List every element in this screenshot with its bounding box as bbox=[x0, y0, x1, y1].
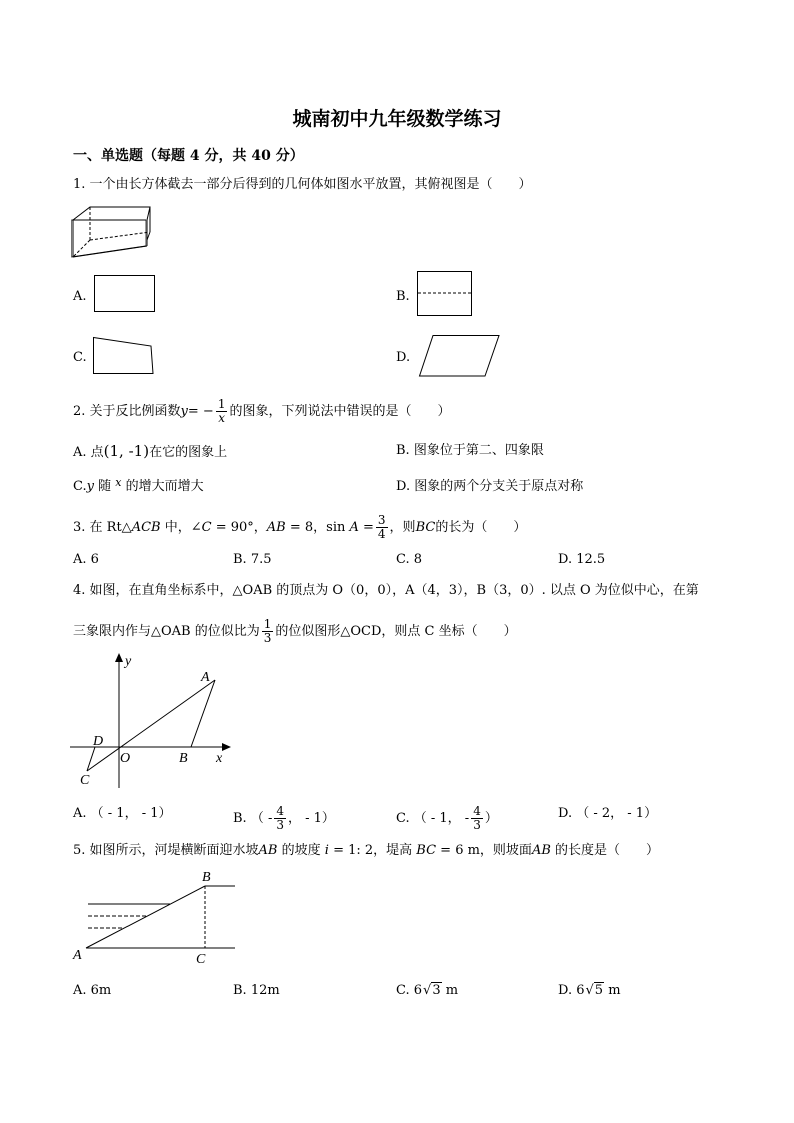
label-y: y bbox=[125, 654, 132, 669]
q4-option-b[interactable]: B. （ - $\frac{4}{3}$ ， - 1） bbox=[233, 804, 335, 832]
q1-option-c-label[interactable]: C. bbox=[73, 350, 87, 365]
label-b: B bbox=[179, 751, 188, 766]
q4-stem-line1: 4. 如图，在直角坐标系中，△OAB 的顶点为 O（0，0），A（4，3），B（3，0）. 以点 O 为位似中心，在第 bbox=[73, 583, 699, 598]
q5-stem: 5. 如图所示，河堤横断面迎水坡AB 的坡度 i = 1: 2，堤高 BC = 6 m，则坡面AB 的长度是（ ） bbox=[73, 843, 660, 858]
q5-embankment-figure bbox=[72, 870, 247, 965]
q5-option-b[interactable]: B. 12m bbox=[233, 983, 280, 998]
q2-option-d[interactable]: D. 图象的两个分支关于原点对称 bbox=[396, 479, 584, 494]
q5-option-a[interactable]: A. 6m bbox=[73, 983, 112, 998]
q1-option-a-figure[interactable] bbox=[94, 275, 156, 313]
x-axis-arrow bbox=[222, 743, 231, 751]
q4-option-c[interactable]: C. （ - 1， - $\frac{4}{3}$ ） bbox=[396, 804, 498, 832]
y-axis-arrow bbox=[115, 653, 123, 662]
label-c: C bbox=[196, 952, 206, 967]
q1-option-a-label[interactable]: A. bbox=[73, 289, 87, 304]
q4-option-a[interactable]: A. （ - 1， - 1） bbox=[73, 806, 172, 821]
q3-stem: 3. 在 Rt△ACB 中，∠C = 90°，AB = 8，sin A = $\frac{3}{4}$ ，则BC的长为（ ） bbox=[73, 513, 527, 541]
segment-ab bbox=[191, 680, 215, 747]
q1-stem: 1. 一个由长方体截去一部分后得到的几何体如图水平放置，其俯视图是（ ） bbox=[73, 177, 532, 192]
section-heading: 一、单选题（每题 4 分，共 40 分） bbox=[73, 148, 304, 164]
q3-option-a[interactable]: A. 6 bbox=[73, 552, 99, 567]
q2-stem: 2. 关于反比例函数y= − $\frac{1}{x}$ 的图象，下列说法中错误的是（ ） bbox=[73, 397, 451, 425]
q3-option-b[interactable]: B. 7.5 bbox=[233, 552, 272, 567]
q5-option-c[interactable]: C. 6√3 m bbox=[396, 983, 459, 998]
q1-cuboid-figure bbox=[70, 202, 155, 260]
label-b: B bbox=[202, 870, 211, 885]
label-a: A bbox=[73, 948, 82, 963]
q4-stem-line2: 三象限内作与△OAB 的位似比为 $\frac{1}{3}$ 的位似图形△OCD，则点 C 坐标（ ） bbox=[73, 617, 517, 645]
q1-option-d-figure[interactable] bbox=[419, 335, 501, 377]
q4-option-d[interactable]: D. （ - 2， - 1） bbox=[558, 806, 658, 821]
page-title: 城南初中九年级数学练习 bbox=[292, 108, 502, 130]
label-d: D bbox=[93, 734, 104, 749]
q1-option-c-figure[interactable] bbox=[93, 337, 155, 375]
q3-option-d[interactable]: D. 12.5 bbox=[558, 552, 606, 567]
q2-option-b[interactable]: B. 图象位于第二、四象限 bbox=[396, 443, 544, 458]
q2-option-c[interactable]: C.y 随 $^x$ 的增大而增大 bbox=[73, 476, 204, 494]
sqrt-symbol: √ bbox=[423, 983, 432, 998]
q1-option-b-figure[interactable] bbox=[417, 271, 473, 317]
segment-cd bbox=[87, 747, 95, 771]
q2-option-a[interactable]: A. 点(1, -1)在它的图象上 bbox=[73, 442, 228, 460]
label-a: A bbox=[201, 670, 210, 685]
label-o: O bbox=[120, 751, 131, 766]
q1-option-d-label[interactable]: D. bbox=[396, 350, 411, 365]
segment-ca bbox=[87, 680, 215, 771]
q1-option-b-label[interactable]: B. bbox=[396, 289, 410, 304]
q5-option-d[interactable]: D. 6√5 m bbox=[558, 983, 621, 998]
label-c: C bbox=[80, 773, 90, 788]
sqrt-symbol: √ bbox=[585, 983, 594, 998]
label-x: x bbox=[216, 751, 223, 766]
slope-ab bbox=[86, 886, 205, 948]
q4-coordinate-figure bbox=[68, 650, 238, 790]
q3-option-c[interactable]: C. 8 bbox=[396, 552, 423, 567]
